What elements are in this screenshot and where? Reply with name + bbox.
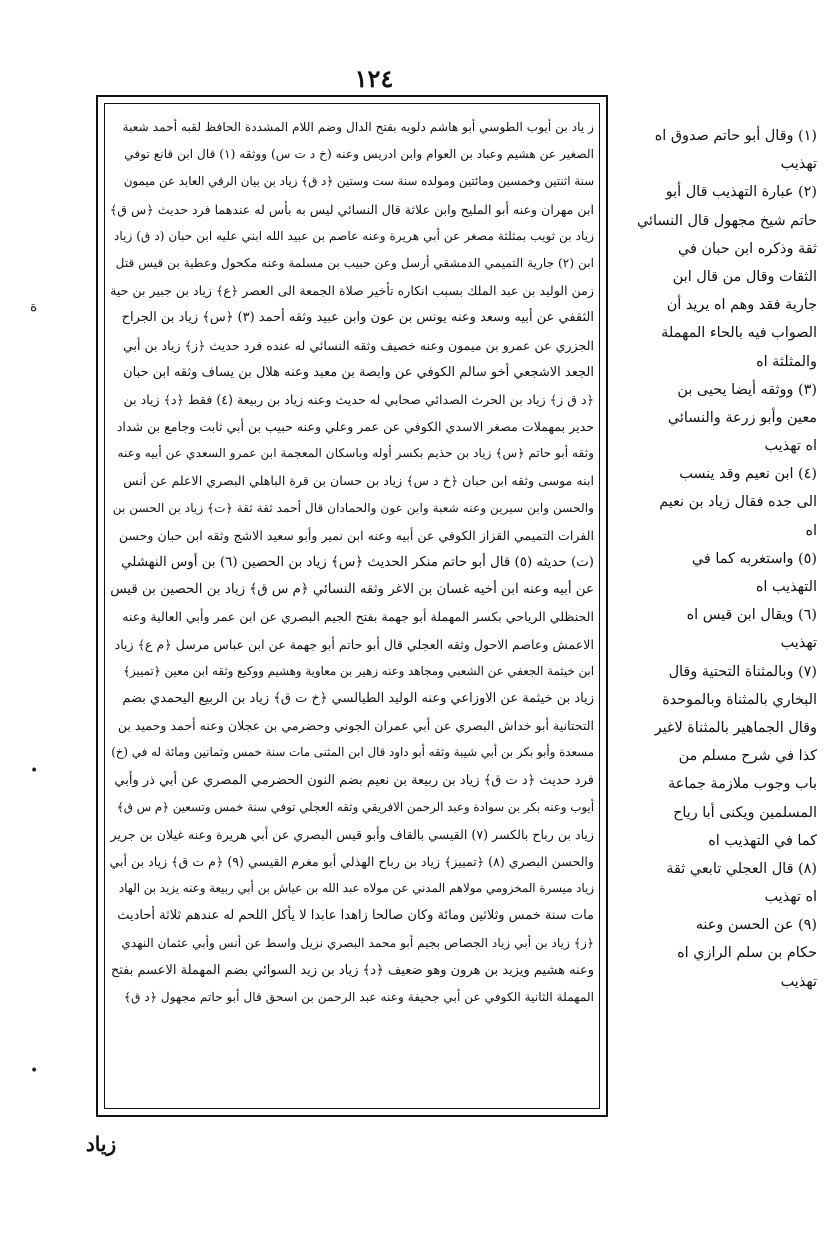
marginal-note-line: اه (805, 522, 817, 539)
marginal-note-line: (٢) عبارة التهذيب قال أبو (665, 184, 817, 201)
marginal-note-line: (٥) واستغربه كما في (691, 550, 817, 567)
main-text-line: الجزري عن عمرو بن ميمون وعنه خصيف وثقه النسائي له عنده فرد حديث ﴿ز﴾ زياد بن أبي (122, 337, 594, 353)
main-text-line: وعنه هشيم ويزيد بن هرون وهو ضعيف ﴿د﴾ زياد بن زيد السوائي بضم المهملة الاعسم بفتح (110, 962, 594, 978)
main-text-line: المهملة الثانية الكوفي عن أبي جحيفة وعنه عبد الرحمن بن اسحق قال أبو حاتم مجهول ﴿د ق﴾ (123, 990, 594, 1004)
marginal-note-line: الصواب فيه بالحاء المهملة (661, 325, 817, 342)
main-text-line: فرد حديث ﴿د ت ق﴾ زياد بن ربيعة بن نعيم بضم النون الحضرمي المصري عن أبي ذر وأبي (114, 772, 594, 788)
left-margin-mark: • (30, 763, 39, 779)
marginal-note-line: كما في التهذيب اه (708, 832, 817, 849)
marginal-note-line: تهذيب (780, 635, 817, 652)
main-text-line: الصغير عن هشيم وعباد بن العوام وابن ادريس وعنه (خ د ت س) ووثقه (١) قال ابن قانع توفي (124, 147, 594, 162)
marginal-note-line: والمثلثة اه (756, 353, 817, 370)
marginal-note-line: الثقات وقال من قال ابن (672, 268, 817, 285)
marginal-note-line: تهذيب (780, 156, 817, 173)
main-text-line: الثقفي عن أبيه وسعد وعنه يونس بن عون وابن عبيد وثقه أحمد (٣) ﴿س﴾ زياد بن الجراح (121, 310, 594, 326)
marginal-note-line: جارية فقد وهم اه يريد أن (666, 297, 817, 314)
marginal-note-line: باب وجوب ملازمة جماعة (667, 776, 817, 793)
main-text-line: ز ياد بن أيوب الطوسي أبو هاشم دلويه بفتح الدال وضم اللام المشددة الحافظ لقبه أحمد شعبة (122, 120, 594, 134)
main-text-line: ﴿ز﴾ زياد بن أبي زياد الجصاص بجيم أبو محمد البصري نزيل واسط عن أنس وأبي عثمان النهدي (121, 935, 594, 950)
marginal-note-line: حاتم شيخ مجهول قال النسائي (636, 212, 817, 229)
marginal-note-line: المسلمين ويكنى أبا رياح (673, 804, 817, 821)
marginal-note-line: كذا في شرح مسلم من (678, 748, 817, 765)
main-text-body (110, 114, 594, 1104)
main-text-line: الاعمش وعاصم الاحول وثقه العجلي قال أبو حاتم أبو جهمة عن ابن عباس مرسل ﴿م ع﴾ زياد (114, 636, 594, 652)
main-text-line: مسعدة وأبو بكر بن أبي شيبة وثقه أبو داود قال ابن المثنى مات سنة خمس وثمانين ومائة له في (خ) (111, 745, 594, 760)
main-text-line: الجعد الاشجعي أخو سالم الكوفي عن وابصة بن معبد وعنه هلال بن يساف وثقه ابن حبان (123, 364, 594, 380)
catchword: زياد (85, 1132, 117, 1156)
main-text-line: والحسن وابن سيرين وعنه شعبة وابن عون والحمادان قال أحمد ثقة ثقة ﴿ت﴾ زياد بن الحسن بن (112, 500, 594, 515)
main-text-line: ابن خيثمة الجعفي عن الشعبي ومجاهد وعنه زهير بن معاوية وهشيم ووكيع وثقه ابن معين ﴿تمييز﴾ (123, 663, 594, 678)
marginal-note-line: اه تهذيب (764, 438, 817, 455)
marginal-note-line: التهذيب اه (755, 579, 817, 595)
main-text-line: عن أبيه وعنه ابن أخيه غسان بن الاغر وثقه النسائي ﴿م س ق﴾ زياد بن الحصين بن قيس (110, 582, 594, 598)
page-number: ١٢٤ (354, 64, 394, 93)
main-text-line: (ت) حديثه (٥) قال أبو حاتم منكر الحديث ﴿س﴾ زياد بن الحصين (٦) بن أوس النهشلي (121, 555, 594, 570)
marginal-note-line: اه تهذيب (764, 889, 817, 906)
main-text-line: وثقه أبو حاتم ﴿س﴾ زياد بن حذيم بكسر أوله وباسكان المعجمة ابن عمرو السعدي عن أبيه وعنه (117, 446, 594, 461)
main-text-line: ﴿د ق ز﴾ زياد بن الحرث الصدائي صحابي له حديث وعنه زياد بن ربيعة (٤) فقط ﴿د﴾ زياد بن (123, 391, 594, 407)
marginal-note-line: تهذيب (780, 973, 817, 990)
marginal-note-line: الى جده فقال زياد بن نعيم (659, 494, 817, 511)
main-text-line: سنة اثنتين وخمسين ومائتين ومولده سنة ست وستين ﴿د ق﴾ زياد بن بيان الرقي العابد عن ميمون (123, 174, 594, 189)
marginal-note-line: (٣) ووثقه أيضا يحيى بن (677, 381, 817, 398)
main-text-line: الحنظلي الرياحي بكسر المهملة أبو جهمة بفتح الجيم البصري عن ابن عمر وأبي العالية وعنه (122, 609, 594, 625)
main-text-line: ابن مهران وعنه أبو المليح وابن علاثة قال النسائي ليس به بأس له عندهما فرد حديث ﴿س ق﴾ (109, 201, 594, 217)
main-text-line: زياد بن خيثمة عن الاوزاعي وعنه الوليد الطيالسي ﴿خ ت ق﴾ زياد بن الربيع اليحمدي بضم (122, 690, 594, 706)
marginal-note-line: (٨) قال العجلي تابعي ثقة (666, 860, 817, 877)
main-text-line: مات سنة خمس وثلاثين ومائة وكان صالحا زاهدا عابدا لا يأكل اللحم له عندهم ثلاثة أحاديث (117, 908, 594, 924)
main-text-line: حدير بمهملات مصغر الاسدي الكوفي عن عمر وعلي وعنه حبيب بن أبي ثابت وجامع بن شداد (116, 419, 594, 435)
marginal-note-line: (٩) عن الحسن وعنه (695, 917, 817, 934)
main-text-line: ابنه موسى وثقه ابن حبان ﴿خ د س﴾ زياد بن حسان بن قرة الباهلي البصري الاعلم عن أنس (123, 473, 594, 489)
marginal-note-line: ثقة وذكره ابن حبان في (677, 240, 817, 257)
main-text-line: زياد ميسرة المخزومي مولاهم المدني عن مولاه عبد الله بن عياش بن أبي ربيعة وعنه يزيد بن الهاد (118, 881, 594, 896)
main-text-line: زمن الوليد بن عبد الملك بسبب انكاره تأخير صلاة الجمعة الى العصر ﴿ع﴾ زياد بن جبير بن حية (110, 283, 594, 299)
left-margin-mark: ة (30, 299, 38, 315)
main-text-line: التحتانية أبو خداش البصري عن أبي عمران الجوني وحضرمي بن عجلان وعنه أحمد وحميد بن (117, 718, 594, 734)
main-text-line: ابن (٢) جارية التميمي الدمشقي أرسل وعن حبيب بن مسلمة وعنه مكحول وعطية بن قيس قتل (115, 255, 594, 270)
main-text-line: زياد بن ثويب بمثلثة مصغر عن أبي هريرة وعنه عاصم بن عبيد الله ابني عليه ابن حبان (د ق) زياد (114, 228, 594, 243)
marginal-note-line: معين وأبو زرعة والنسائي (667, 409, 817, 426)
marginal-note-line: (٤) ابن نعيم وقد ينسب (679, 466, 817, 483)
main-text-line: والحسن البصري (٨) ﴿تمييز﴾ زياد بن رباح الهذلي أبو مغرم القيسي (٩) ﴿م ت ق﴾ زياد بن أبي (109, 854, 594, 870)
marginal-notes (612, 122, 817, 990)
marginal-note-line: وقال الجماهير بالمثناة لاغير (654, 719, 817, 736)
marginal-note-line: (٧) وبالمثناة التحتية وقال (668, 663, 817, 680)
main-text-line: الفرات التميمي القزاز الكوفي عن أبيه وعنه ابن نمير وأبو سعيد الاشج وثقه ابن حبان وحسن (118, 527, 594, 543)
marginal-note-line: (٦) ويقال ابن قيس اه (686, 607, 817, 624)
main-text-line: أيوب وعنه بكر بن سوادة وعبد الرحمن الافريقي وثقه العجلي توفي سنة خمس وتسعين ﴿م س ق﴾ (116, 799, 594, 814)
main-text-line: زياد بن رباح بالكسر (٧) القيسي بالقاف وأبو قيس البصري عن أبي هريرة وعنه غيلان بن جرير (110, 826, 594, 842)
marginal-note-line: البخاري بالمثناة وبالموحدة (662, 691, 817, 708)
marginal-note-line: (١) وقال أبو حاتم صدوق اه (654, 128, 817, 144)
left-margin-mark: • (30, 1063, 39, 1079)
marginal-note-line: حكام بن سلم الرازي اه (677, 945, 817, 962)
